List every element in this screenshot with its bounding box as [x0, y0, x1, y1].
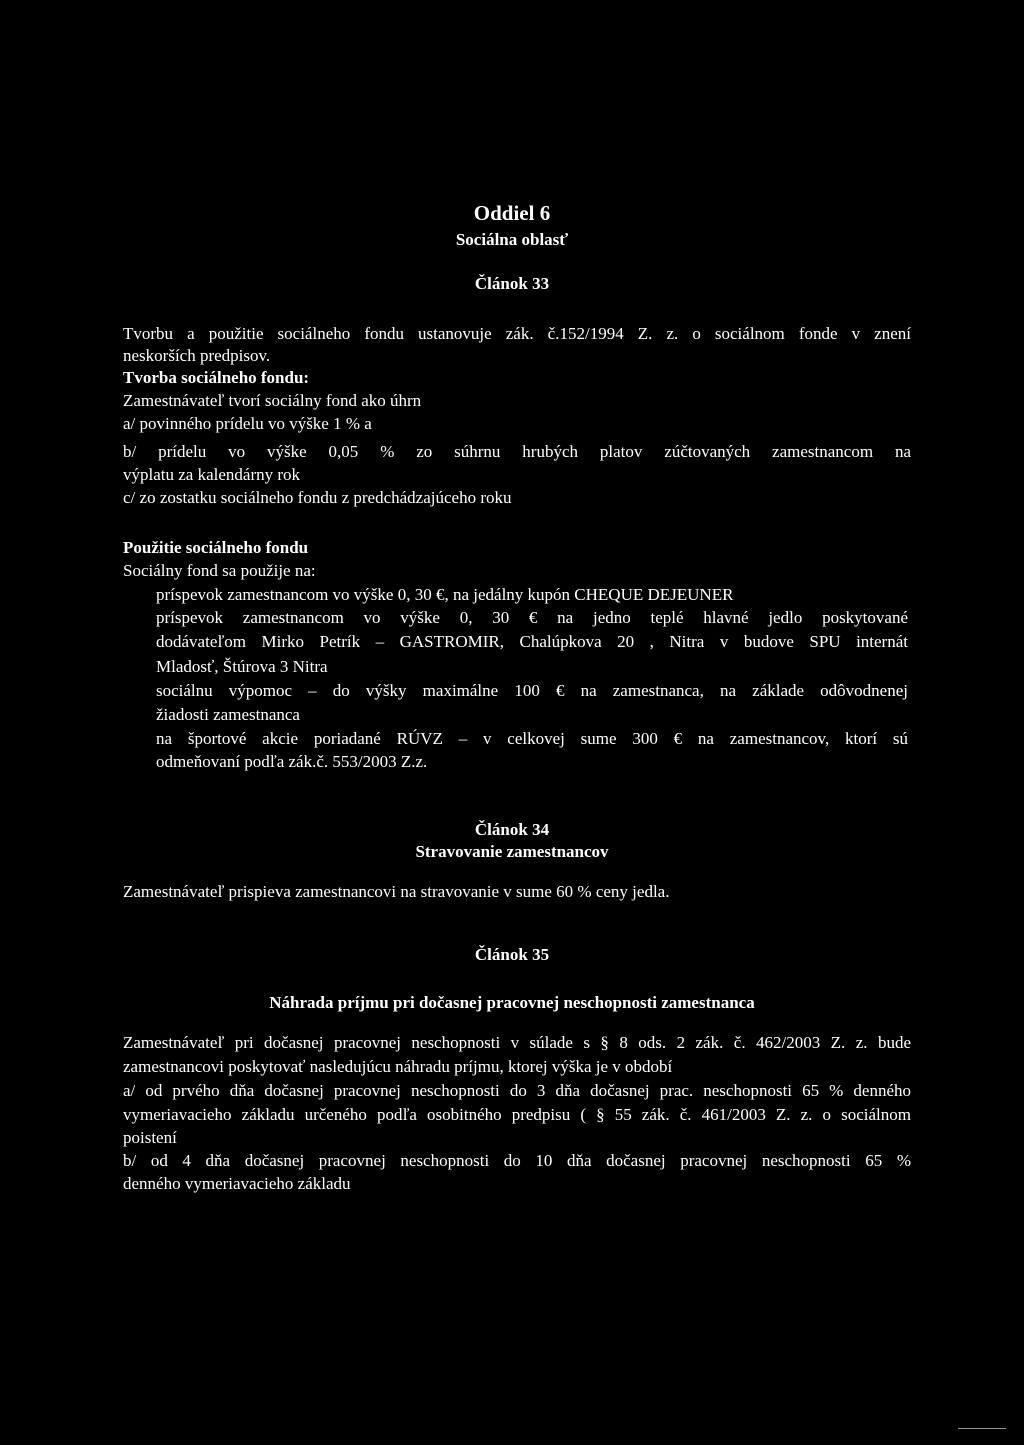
article-35-subheading: Náhrada príjmu pri dočasnej pracovnej neschopnosti zamestnanca — [269, 993, 755, 1012]
section-subheading: Sociálna oblasť — [455, 230, 569, 249]
article-33-heading: Článok 33 — [474, 274, 550, 293]
creation-line: b/ prídelu vo výške 0,05 % zo súhrnu hrubých platov zúčtovaných zamestnancom na — [123, 442, 911, 461]
usage-item: na športové akcie poriadané RÚVZ – v celkovej sume 300 € na zamestnancov, ktorí sú — [156, 729, 908, 748]
article-35-line: b/ od 4 dňa dočasnej pracovnej neschopnosti do 10 dňa dočasnej pracovnej neschopnosti 65 % — [123, 1151, 911, 1170]
usage-item: odmeňovaní podľa zák.č. 553/2003 Z.z. — [156, 752, 428, 771]
usage-item: žiadosti zamestnanca — [156, 705, 300, 724]
article-35-line: vymeriavacieho základu určeného podľa osobitného predpisu ( § 55 zák. č. 461/2003 Z. z. o sociálnom — [123, 1105, 911, 1124]
creation-line: Zamestnávateľ tvorí sociálny fond ako úhrn — [123, 391, 422, 410]
usage-item: dodávateľom Mirko Petrík – GASTROMIR, Chalúpkova 20 , Nitra v budove SPU internát — [156, 632, 908, 651]
article-34-text: Zamestnávateľ prispieva zamestnancovi na stravovanie v sume 60 % ceny jedla. — [123, 882, 670, 901]
article-35-line: a/ od prvého dňa dočasnej pracovnej neschopnosti do 3 dňa dočasnej prac. neschopnosti 65 % denného — [123, 1081, 911, 1100]
intro-line-2: neskorších predpisov. — [123, 346, 271, 365]
creation-line: c/ zo zostatku sociálneho fondu z predchádzajúceho roku — [123, 488, 512, 507]
usage-item: príspevok zamestnancom vo výške 0, 30 € na jedno teplé hlavné jedlo poskytované — [156, 608, 908, 627]
creation-line: výplatu za kalendárny rok — [123, 465, 301, 484]
usage-title: Použitie sociálneho fondu — [123, 538, 309, 557]
section-heading: Oddiel 6 — [473, 201, 551, 225]
article-35-line: poistení — [123, 1128, 177, 1147]
article-34-heading: Článok 34 — [474, 820, 550, 839]
intro-line-1: Tvorbu a použitie sociálneho fondu ustanovuje zák. č.152/1994 Z. z. o sociálnom fonde v znení — [123, 324, 911, 343]
usage-intro: Sociálny fond sa použije na: — [123, 561, 316, 580]
creation-title: Tvorba sociálneho fondu: — [123, 368, 310, 387]
article-35-line: Zamestnávateľ pri dočasnej pracovnej neschopnosti v súlade s § 8 ods. 2 zák. č. 462/2003 Z. z. bude — [123, 1033, 911, 1052]
scan-artifact-line — [958, 1428, 1006, 1429]
usage-item: Mladosť, Štúrova 3 Nitra — [156, 657, 328, 676]
article-35-line: denného vymeriavacieho základu — [123, 1174, 351, 1193]
article-35-line: zamestnancovi poskytovať nasledujúcu náhradu príjmu, ktorej výška je v období — [123, 1057, 673, 1076]
usage-item: sociálnu výpomoc – do výšky maximálne 100 € na zamestnanca, na základe odôvodnenej — [156, 681, 908, 700]
creation-line: a/ povinného prídelu vo výške 1 % a — [123, 414, 372, 433]
usage-item: príspevok zamestnancom vo výške 0, 30 €, na jedálny kupón CHEQUE DEJEUNER — [156, 585, 734, 604]
article-35-heading: Článok 35 — [474, 945, 550, 964]
article-34-subheading: Stravovanie zamestnancov — [415, 842, 609, 861]
